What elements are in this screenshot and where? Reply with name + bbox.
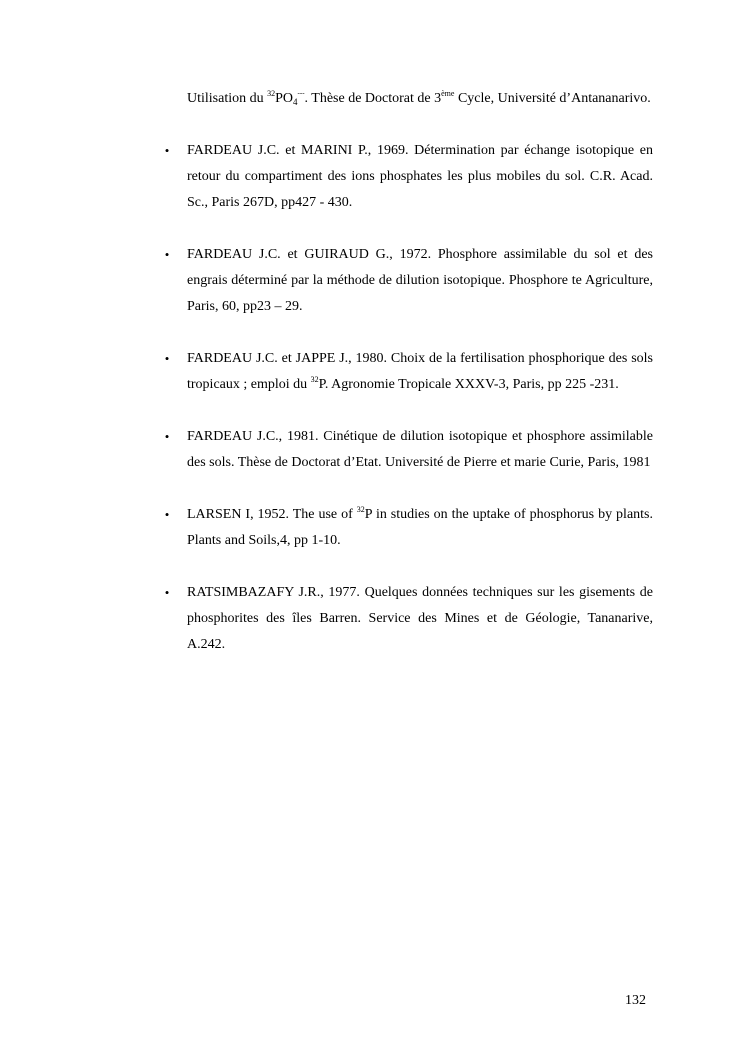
reference-item xyxy=(164,346,653,398)
reference-text-before: LARSEN I, 1952. The use of xyxy=(187,507,357,522)
bullet-icon: • xyxy=(164,507,170,522)
reference-item xyxy=(164,242,653,320)
continued-reference-text-start: Utilisation du xyxy=(187,91,268,106)
reference-list xyxy=(164,86,653,658)
isotope-charge: --- xyxy=(297,89,305,97)
reference-text xyxy=(187,346,653,398)
ordinal-superscript: ème xyxy=(441,89,455,98)
continued-reference-text-end: Cycle, Université d’Antananarivo. xyxy=(454,91,651,106)
reference-text: FARDEAU J.C., 1981. Cinétique de dilution isotopique et phosphore assimilable des sols. Thèse de Doctorat d’Etat. Université de Pierre et marie Curie, Paris, 1981 xyxy=(187,429,653,470)
page-number: 132 xyxy=(625,993,646,1008)
reference-text-after: P in studies on the uptake of phosphorus by plants. Plants and Soils,4, pp 1-10. xyxy=(187,507,653,548)
bullet-icon: • xyxy=(164,585,170,600)
isotope-symbol: PO xyxy=(275,91,294,106)
bullet-icon: • xyxy=(164,429,170,444)
bullet-icon: • xyxy=(164,351,170,366)
isotope-mass-number: 32 xyxy=(267,89,276,98)
bullet-icon: • xyxy=(164,247,170,262)
isotope-superscript: 32 xyxy=(310,375,319,384)
reference-item xyxy=(164,424,653,476)
continued-reference-text-middle: . Thèse de Doctorat de 3 xyxy=(304,91,442,106)
bullet-icon: • xyxy=(164,143,170,158)
reference-text xyxy=(187,502,653,554)
reference-text-after: P. Agronomie Tropicale XXXV-3, Paris, pp 225 -231. xyxy=(318,377,619,392)
reference-item xyxy=(164,580,653,658)
reference-item xyxy=(164,502,653,554)
reference-item xyxy=(164,138,653,216)
continued-reference xyxy=(187,86,653,112)
reference-text: RATSIMBAZAFY J.R., 1977. Quelques données techniques sur les gisements de phosphorites des îles Barren. Service des Mines et de Géologie, Tananarive, A.242. xyxy=(187,585,653,652)
reference-text: FARDEAU J.C. et GUIRAUD G., 1972. Phosphore assimilable du sol et des engrais déterminé par la méthode de dilution isotopique. Phosphore te Agriculture, Paris, 60, pp23 – 29. xyxy=(187,247,653,314)
reference-text: FARDEAU J.C. et MARINI P., 1969. Détermination par échange isotopique en retour du compartiment des ions phosphates les plus mobiles du sol. C.R. Acad. Sc., Paris 267D, pp427 - 430. xyxy=(187,143,653,210)
reference-text-before: FARDEAU J.C. et JAPPE J., 1980. Choix de la fertilisation phosphorique des sols tropicaux ; emploi du xyxy=(187,351,653,392)
isotope-superscript: 32 xyxy=(356,505,365,514)
isotope-subscript: 4 xyxy=(293,97,298,107)
